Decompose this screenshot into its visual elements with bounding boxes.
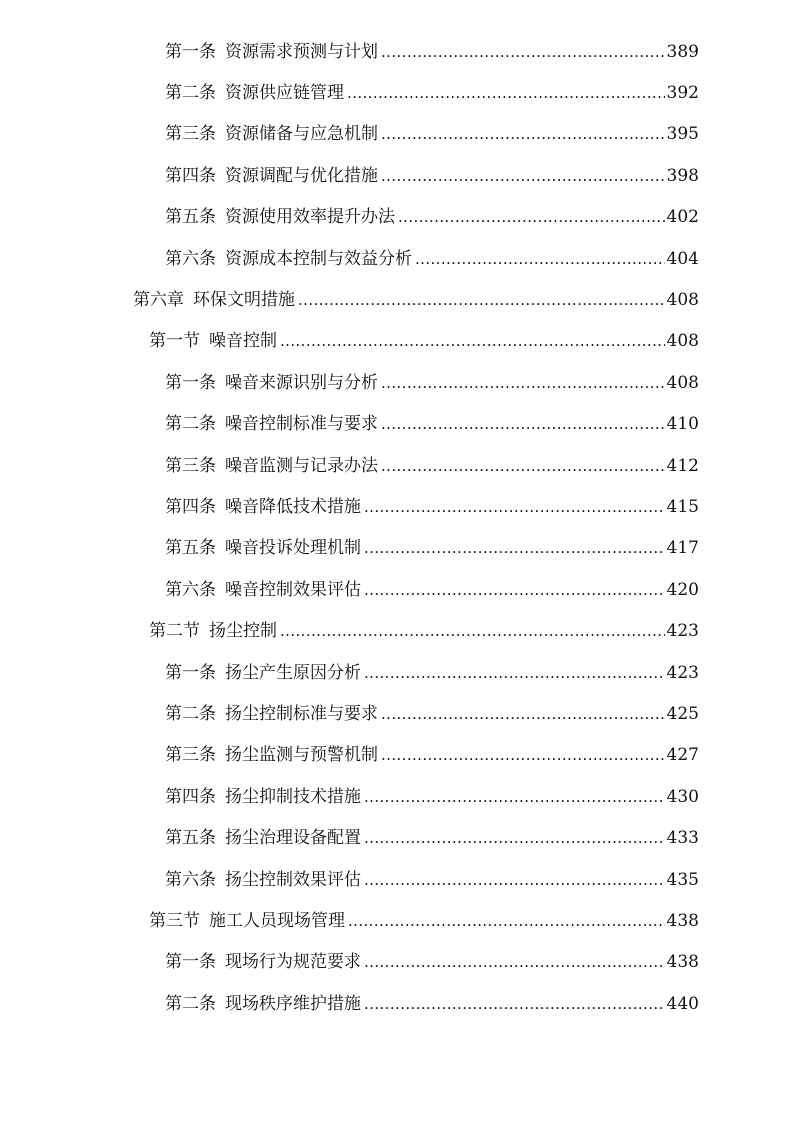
toc-entry-page: 408: [666, 372, 699, 393]
toc-entry-number: 第五条: [165, 207, 216, 228]
toc-entry-number: 第六条: [165, 869, 216, 890]
toc-entry[interactable]: [0, 817, 793, 858]
toc-entry-number: 第三节: [149, 910, 200, 931]
toc-entry[interactable]: [0, 942, 793, 983]
toc-entry-number: 第三条: [165, 455, 216, 476]
toc-entry[interactable]: [0, 693, 793, 734]
toc-entry[interactable]: [0, 31, 793, 72]
toc-entry-title: 噪音监测与记录办法: [225, 455, 378, 476]
toc-entry-number: 第四条: [165, 786, 216, 807]
toc-entry[interactable]: [0, 362, 793, 403]
table-of-contents: [0, 31, 793, 1024]
toc-entry-title: 噪音投诉处理机制: [225, 538, 361, 559]
toc-entry-title: 资源使用效率提升办法: [225, 207, 395, 228]
toc-entry-title: 资源储备与应急机制: [225, 124, 378, 145]
dot-leader: [364, 663, 665, 683]
toc-entry-page: 398: [666, 165, 699, 186]
toc-entry-page: 423: [666, 662, 699, 683]
toc-entry-number: 第六条: [165, 579, 216, 600]
toc-entry-title: 资源需求预测与计划: [225, 41, 378, 62]
toc-entry-title: 噪音降低技术措施: [225, 496, 361, 517]
dot-leader: [364, 828, 665, 848]
dot-leader: [364, 580, 665, 600]
toc-entry-number: 第四条: [165, 496, 216, 517]
toc-entry-page: 412: [666, 455, 699, 476]
toc-entry-number: 第一节: [149, 331, 200, 352]
toc-entry[interactable]: [0, 859, 793, 900]
toc-entry-page: 435: [666, 869, 699, 890]
toc-entry[interactable]: [0, 72, 793, 113]
toc-entry-page: 420: [666, 579, 699, 600]
toc-entry[interactable]: [0, 445, 793, 486]
toc-entry-title: 资源成本控制与效益分析: [225, 248, 412, 269]
toc-entry-number: 第六章: [133, 290, 184, 311]
toc-entry[interactable]: [0, 321, 793, 362]
toc-entry-page: 433: [666, 828, 699, 849]
dot-leader: [298, 290, 665, 310]
toc-entry-page: 430: [666, 786, 699, 807]
toc-entry-page: 438: [666, 910, 699, 931]
dot-leader: [364, 538, 665, 558]
toc-entry[interactable]: [0, 528, 793, 569]
toc-entry-title: 现场秩序维护措施: [225, 993, 361, 1014]
toc-entry-number: 第一条: [165, 41, 216, 62]
dot-leader: [415, 249, 665, 269]
toc-entry-number: 第二节: [149, 621, 200, 642]
dot-leader: [381, 166, 665, 186]
dot-leader: [364, 952, 665, 972]
dot-leader: [381, 745, 665, 765]
toc-entry[interactable]: [0, 569, 793, 610]
toc-entry-page: 438: [666, 952, 699, 973]
toc-entry-number: 第二条: [165, 993, 216, 1014]
dot-leader: [381, 124, 665, 144]
dot-leader: [347, 83, 665, 103]
toc-entry-number: 第一条: [165, 662, 216, 683]
dot-leader: [381, 456, 665, 476]
toc-entry-title: 施工人员现场管理: [209, 910, 345, 931]
toc-entry-title: 资源供应链管理: [225, 83, 344, 104]
toc-entry[interactable]: [0, 900, 793, 941]
dot-leader: [280, 331, 665, 351]
toc-entry-number: 第三条: [165, 124, 216, 145]
toc-entry-page: 427: [666, 745, 699, 766]
toc-entry-title: 扬尘监测与预警机制: [225, 745, 378, 766]
toc-entry-number: 第五条: [165, 828, 216, 849]
toc-entry-number: 第二条: [165, 83, 216, 104]
toc-entry-number: 第二条: [165, 414, 216, 435]
toc-entry-page: 423: [666, 621, 699, 642]
toc-entry-page: 389: [666, 41, 699, 62]
toc-entry-title: 扬尘控制效果评估: [225, 869, 361, 890]
toc-entry-title: 扬尘抑制技术措施: [225, 786, 361, 807]
toc-entry-page: 425: [666, 703, 699, 724]
toc-entry-title: 扬尘控制: [209, 621, 277, 642]
toc-entry[interactable]: [0, 238, 793, 279]
toc-entry-title: 噪音来源识别与分析: [225, 372, 378, 393]
dot-leader: [381, 373, 665, 393]
toc-entry-page: 440: [666, 993, 699, 1014]
toc-entry-page: 395: [666, 124, 699, 145]
toc-entry-page: 415: [666, 496, 699, 517]
dot-leader: [364, 994, 665, 1014]
toc-entry-title: 噪音控制效果评估: [225, 579, 361, 600]
toc-entry-page: 402: [666, 207, 699, 228]
toc-entry[interactable]: [0, 486, 793, 527]
dot-leader: [381, 414, 665, 434]
toc-entry[interactable]: [0, 776, 793, 817]
toc-entry-number: 第四条: [165, 165, 216, 186]
toc-entry-number: 第六条: [165, 248, 216, 269]
toc-entry[interactable]: [0, 652, 793, 693]
dot-leader: [364, 870, 665, 890]
toc-entry[interactable]: [0, 279, 793, 320]
toc-entry-title: 噪音控制标准与要求: [225, 414, 378, 435]
dot-leader: [364, 787, 665, 807]
toc-entry-title: 环保文明措施: [193, 290, 295, 311]
toc-entry-page: 392: [666, 83, 699, 104]
toc-entry[interactable]: [0, 197, 793, 238]
toc-entry-number: 第三条: [165, 745, 216, 766]
toc-entry-page: 408: [666, 290, 699, 311]
toc-entry-number: 第五条: [165, 538, 216, 559]
toc-entry[interactable]: [0, 114, 793, 155]
dot-leader: [381, 42, 665, 62]
toc-entry-title: 现场行为规范要求: [225, 952, 361, 973]
dot-leader: [348, 911, 665, 931]
dot-leader: [364, 497, 665, 517]
toc-entry-page: 404: [666, 248, 699, 269]
toc-entry[interactable]: [0, 983, 793, 1024]
toc-entry-number: 第一条: [165, 952, 216, 973]
toc-entry-title: 扬尘产生原因分析: [225, 662, 361, 683]
toc-entry-number: 第一条: [165, 372, 216, 393]
toc-entry[interactable]: [0, 155, 793, 196]
toc-entry-title: 资源调配与优化措施: [225, 165, 378, 186]
toc-entry[interactable]: [0, 404, 793, 445]
toc-entry-number: 第二条: [165, 703, 216, 724]
dot-leader: [398, 207, 665, 227]
toc-entry[interactable]: [0, 735, 793, 776]
dot-leader: [280, 621, 665, 641]
dot-leader: [381, 704, 665, 724]
toc-entry-page: 417: [666, 538, 699, 559]
toc-entry-title: 扬尘控制标准与要求: [225, 703, 378, 724]
toc-entry-title: 噪音控制: [209, 331, 277, 352]
toc-entry[interactable]: [0, 610, 793, 651]
toc-entry-page: 408: [666, 331, 699, 352]
toc-entry-title: 扬尘治理设备配置: [225, 828, 361, 849]
toc-entry-page: 410: [666, 414, 699, 435]
